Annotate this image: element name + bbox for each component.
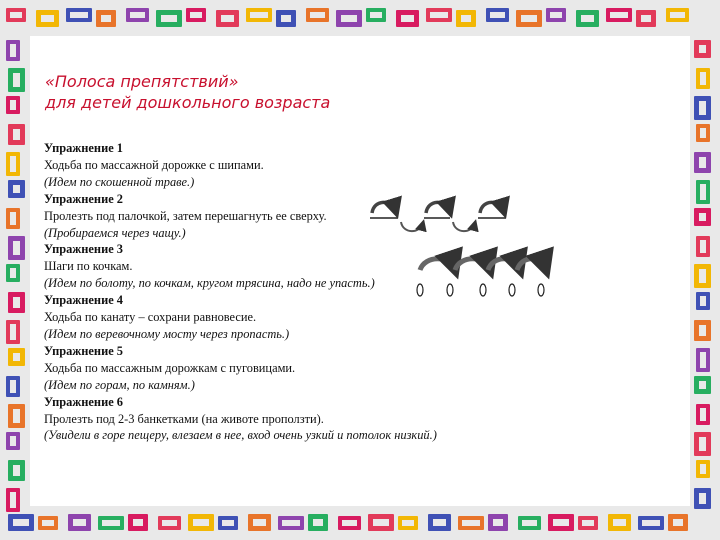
frame-square xyxy=(486,8,509,22)
frame-square xyxy=(8,292,25,313)
exercise-6-task: Пролезть под 2-3 банкетками (на животе проползти). xyxy=(44,411,324,426)
frame-square xyxy=(276,10,296,27)
exercise-3-task: Шаги по кочкам. xyxy=(44,259,133,274)
frame-square xyxy=(694,488,711,509)
frame-square xyxy=(66,8,92,22)
exercise-4-heading: Упражнение 4 xyxy=(44,293,123,308)
title-line-1: «Полоса препятствий» xyxy=(45,72,239,91)
exercise-list xyxy=(44,140,514,444)
frame-square xyxy=(516,10,542,27)
frame-square xyxy=(8,348,25,366)
frame-square xyxy=(696,404,710,425)
frame-square xyxy=(666,8,689,22)
frame-square xyxy=(548,514,574,531)
frame-square xyxy=(96,10,116,27)
frame-square xyxy=(246,8,272,22)
frame-square xyxy=(248,514,271,531)
exercise-2-heading: Упражнение 2 xyxy=(44,191,123,206)
frame-square xyxy=(694,320,711,341)
frame-square xyxy=(6,488,20,512)
frame-square xyxy=(696,68,710,89)
exercise-4-task: Ходьба по канату – сохрани равновесие. xyxy=(44,310,257,325)
frame-square xyxy=(428,514,451,531)
frame-square xyxy=(694,432,711,456)
frame-square xyxy=(158,516,181,530)
frame-square xyxy=(216,10,239,27)
frame-square xyxy=(398,516,418,530)
frame-square xyxy=(6,152,20,176)
frame-square xyxy=(128,514,148,531)
frame-square xyxy=(546,8,566,22)
frame-square xyxy=(8,180,25,198)
frame-square xyxy=(306,8,329,22)
frame-square xyxy=(8,236,25,260)
frame-square xyxy=(126,8,149,22)
exercise-5-task: Ходьба по массажным дорожкам с пуговицами. xyxy=(44,360,296,375)
frame-square xyxy=(188,514,214,531)
page-title xyxy=(45,71,330,113)
frame-square xyxy=(278,516,304,530)
exercise-1-task: Ходьба по массажной дорожке с шипами. xyxy=(44,157,264,172)
frame-square xyxy=(696,236,710,257)
frame-square xyxy=(368,514,394,531)
exercise-2-note: (Пробираемся через чащу.) xyxy=(44,225,186,240)
exercise-6-heading: Упражнение 6 xyxy=(44,394,123,409)
frame-square xyxy=(8,514,34,531)
exercise-5-note: (Идем по горам, по камням.) xyxy=(44,377,195,392)
frame-square xyxy=(338,516,361,530)
exercise-3-heading: Упражнение 3 xyxy=(44,242,123,257)
frame-square xyxy=(696,124,710,142)
frame-square xyxy=(694,40,711,58)
frame-square xyxy=(98,516,124,530)
frame-square xyxy=(576,10,599,27)
frame-square xyxy=(426,8,452,22)
frame-square xyxy=(8,404,25,428)
frame-square xyxy=(668,514,688,531)
frame-square xyxy=(518,516,541,530)
frame-square xyxy=(186,8,206,22)
frame-square xyxy=(366,8,386,22)
frame-square xyxy=(694,376,711,394)
frame-square xyxy=(396,10,419,27)
frame-square xyxy=(36,10,59,27)
frame-square xyxy=(696,292,710,310)
frame-square xyxy=(694,264,711,288)
frame-square xyxy=(458,516,484,530)
frame-square xyxy=(578,516,598,530)
exercise-6-note: (Увидели в горе пещеру, влезаем в нее, вход очень узкий и потолок низкий.) xyxy=(44,428,437,443)
frame-square xyxy=(696,348,710,372)
frame-square xyxy=(6,8,26,22)
frame-square xyxy=(6,264,20,282)
frame-square xyxy=(8,124,25,145)
frame-square xyxy=(8,68,25,92)
frame-square xyxy=(636,10,656,27)
frame-square xyxy=(8,460,25,481)
frame-square xyxy=(638,516,664,530)
frame-square xyxy=(694,96,711,120)
exercise-4-note: (Идем по веревочному мосту через пропасть.) xyxy=(44,326,290,341)
frame-square xyxy=(6,40,20,61)
frame-square xyxy=(6,432,20,450)
frame-square xyxy=(38,516,58,530)
frame-square xyxy=(694,208,711,226)
exercise-5-heading: Упражнение 5 xyxy=(44,343,123,358)
frame-square xyxy=(68,514,91,531)
frame-square xyxy=(308,514,328,531)
frame-square xyxy=(6,96,20,114)
title-line-2: для детей дошкольного возраста xyxy=(45,93,331,112)
frame-square xyxy=(488,514,508,531)
frame-square xyxy=(606,8,632,22)
frame-square xyxy=(696,180,710,204)
frame-square xyxy=(6,320,20,344)
frame-square xyxy=(456,10,476,27)
exercise-1-note: (Идем по скошенной траве.) xyxy=(44,174,195,189)
exercise-2-task: Пролезть под палочкой, затем перешагнуть ее сверху. xyxy=(44,208,327,223)
frame-square xyxy=(694,152,711,173)
frame-square xyxy=(6,376,20,397)
frame-square xyxy=(156,10,182,27)
frame-square xyxy=(218,516,238,530)
frame-square xyxy=(336,10,362,27)
exercise-1-heading: Упражнение 1 xyxy=(44,141,123,155)
frame-square xyxy=(6,208,20,229)
frame-square xyxy=(608,514,631,531)
frame-square xyxy=(696,460,710,478)
exercise-3-note: (Идем по болоту, по кочкам, кругом трясина, надо не упасть.) xyxy=(44,276,375,291)
